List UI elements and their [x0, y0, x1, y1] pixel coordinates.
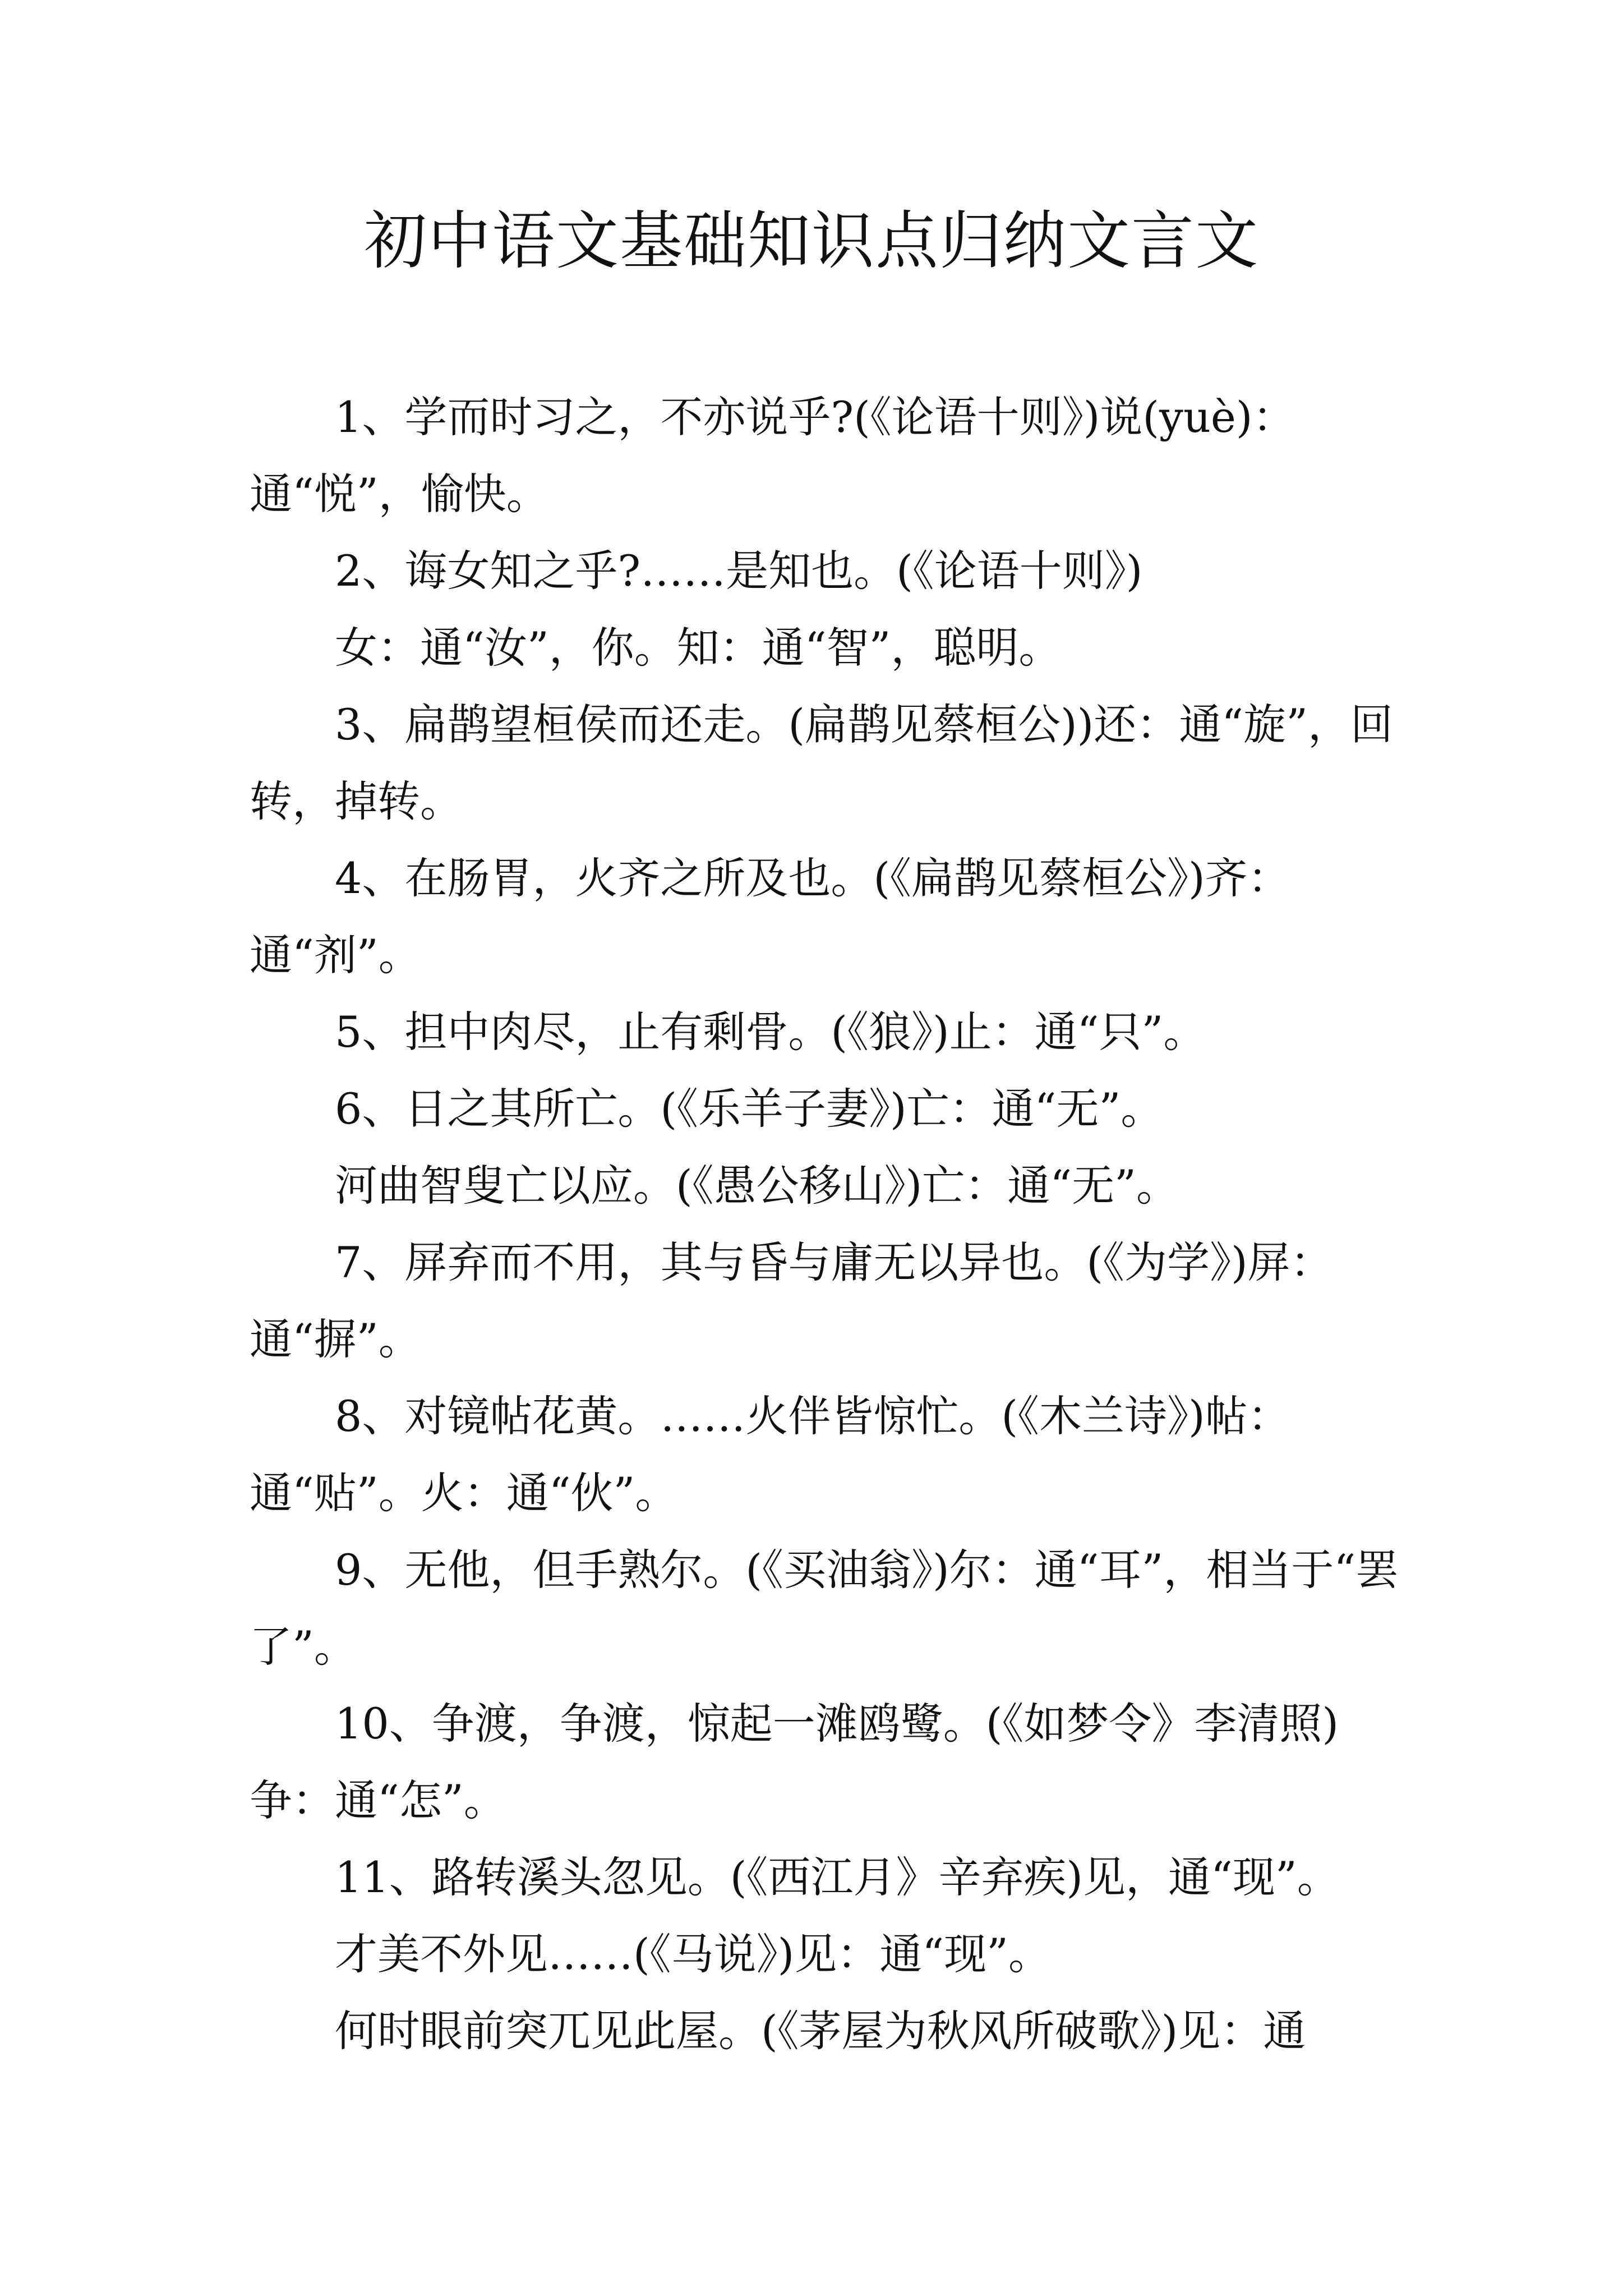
paragraph-2: 2、诲女知之乎?……是知也。(《论语十则》)	[335, 546, 1143, 596]
paragraph-3: 女：通“汝”，你。知：通“智”，聪明。	[335, 623, 1062, 673]
paragraph-14: 才美不外见……(《马说》)见：通“现”。	[335, 1929, 1052, 1979]
paragraph-9: 7、屏弃而不用，其与昏与庸无以异也。(《为学》)屏：通“摒”。	[250, 1237, 1333, 1364]
paragraph-6: 5、担中肉尽，止有剩骨。(《狼》)止：通“只”。	[335, 1007, 1206, 1057]
document-body	[250, 379, 1399, 2069]
paragraph-15: 何时眼前突兀见此屋。(《茅屋为秋风所破歌》)见：通	[335, 2006, 1306, 2056]
paragraph-10: 8、对镜帖花黄。……火伴皆惊忙。(《木兰诗》)帖：通“贴”。火：通“伙”。	[250, 1391, 1290, 1518]
paragraph-7: 6、日之其所亡。(《乐羊子妻》)亡：通“无”。	[335, 1084, 1164, 1134]
paragraph-4: 3、扁鹊望桓侯而还走。(扁鹊见蔡桓公))还：通“旋”，回转，掉转。	[250, 700, 1394, 826]
paragraph-13: 11、路转溪头忽见。(《西江月》辛弃疾)见，通“现”。	[335, 1852, 1340, 1902]
paragraph-12: 10、争渡，争渡，惊起一滩鸥鹭。(《如梦令》李清照)争：通“怎”。	[250, 1699, 1339, 1825]
paragraph-8: 河曲智叟亡以应。(《愚公移山》)亡：通“无”。	[335, 1161, 1179, 1211]
document-title: 初中语文基础知识点归纳文言文	[364, 205, 1259, 278]
paragraph-11: 9、无他，但手熟尔。(《买油翁》)尔：通“耳”，相当于“罢了”。	[250, 1545, 1399, 1672]
paragraph-1: 1、学而时习之，不亦说乎?(《论语十则》)说(yuè)：通“悦”，愉快。	[250, 392, 1295, 519]
paragraph-5: 4、在肠胃，火齐之所及也。(《扁鹊见蔡桓公》)齐：通“剂”。	[250, 853, 1290, 980]
